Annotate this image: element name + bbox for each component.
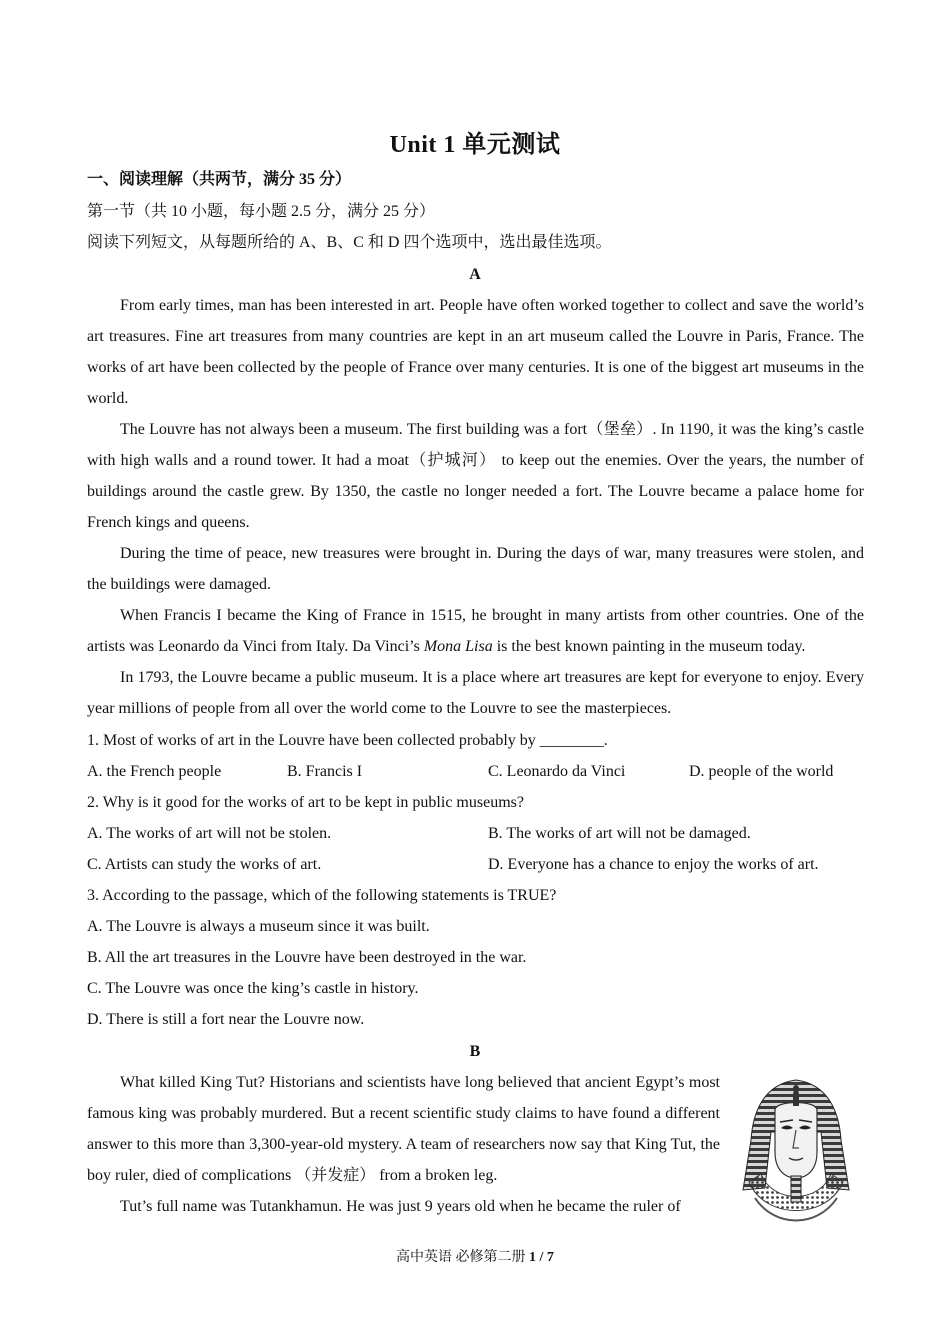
page-title: Unit 1 单元测试 [389,132,561,158]
question-3-option-b: B. All the art treasures in the Louvre have been destroyed in the war. [87,949,527,966]
passage-b-paragraph-2: Tut’s full name was Tutankhamun. He was just 9 years old when he became the ruler of [120,1198,681,1215]
question-1-option-c: C. Leonardo da Vinci [488,763,626,780]
question-2-option-c: C. Artists can study the works of art. [87,856,322,873]
passage-a-paragraph-4 [87,600,864,662]
footer-text: 高中英语 必修第二册 [396,1250,530,1265]
section-heading: 一、阅读理解（共两节，满分 35 分） [87,171,352,188]
passage-a-paragraph-1: From early times, man has been interested in art. People have often worked together to collect and save the world’s art treasures. Fine art treasures from many countries are kept in an art museum called the Louvre in Paris, France. The works of art have been collected by the people of France over many centuries. It is one of the biggest art museums in the world. [87,297,864,407]
painting-title: Mona Lisa [423,638,493,655]
question-3-option-a: A. The Louvre is always a museum since it was built. [87,918,430,935]
question-2-option-a: A. The works of art will not be stolen. [87,825,332,842]
passage-a-paragraph-5: In 1793, the Louvre became a public museum. It is a place where art treasures are kept for everyone to enjoy. Every year millions of people from all over the world come to the Louvre to see the masterpieces. [87,669,864,717]
subsection-heading: 第一节（共 10 小题，每小题 2.5 分，满分 25 分） [87,203,436,220]
question-1-option-d: D. people of the world [689,763,834,780]
question-3-option-d: D. There is still a fort near the Louvre now. [87,1011,365,1028]
question-2-option-b: B. The works of art will not be damaged. [488,825,751,842]
question-3-stem: 3. According to the passage, which of the following statements is TRUE? [87,887,557,904]
p4-text-start: When Francis I became the King of France in 1515, he brought in many artists from other countries. One of the artists was Leonardo da Vinci from Italy. Da Vinci’s [87,607,864,655]
instructions: 阅读下列短文，从每题所给的 A、B、C 和 D 四个选项中，选出最佳选项。 [87,234,612,251]
passage-a-paragraph-3: During the time of peace, new treasures were brought in. During the days of war, many treasures were stolen, and the buildings were damaged. [87,545,864,593]
pharaoh-mask-image [735,1070,857,1230]
passage-a-label: A [469,266,481,283]
question-1-stem: 1. Most of works of art in the Louvre have been collected probably by ________. [87,732,608,749]
question-2-option-d: D. Everyone has a chance to enjoy the works of art. [488,856,819,873]
question-2-stem: 2. Why is it good for the works of art to be kept in public museums? [87,794,524,811]
passage-b-label: B [469,1043,481,1060]
passage-b-paragraph-1: What killed King Tut? Historians and scientists have long believed that ancient Egypt’s most famous king was probably murdered. But a recent scientific study claims to have found a different answer to this more than 3,300-year-old mystery. A team of researchers now say that King Tut, the boy ruler, died of complications （并发症） from a broken leg. [87,1074,720,1184]
question-1-option-a: A. the French people [87,763,222,780]
passage-a-paragraph-2: The Louvre has not always been a museum. The first building was a fort（堡垒）. In 1190, it was the king’s castle with high walls and a round tower. It had a moat（护城河） to keep out the enemies. Over the years, the number of buildings around the castle grew. By 1350, the castle no longer needed a fort. The Louvre became a palace home for French kings and queens. [87,421,864,531]
page-number: 1 / 7 [529,1250,554,1265]
question-3-option-c: C. The Louvre was once the king’s castle in history. [87,980,419,997]
p4-text-end: is the best known painting in the museum today. [492,638,806,655]
question-1-option-b: B. Francis I [287,763,363,780]
page-footer [0,1246,950,1266]
